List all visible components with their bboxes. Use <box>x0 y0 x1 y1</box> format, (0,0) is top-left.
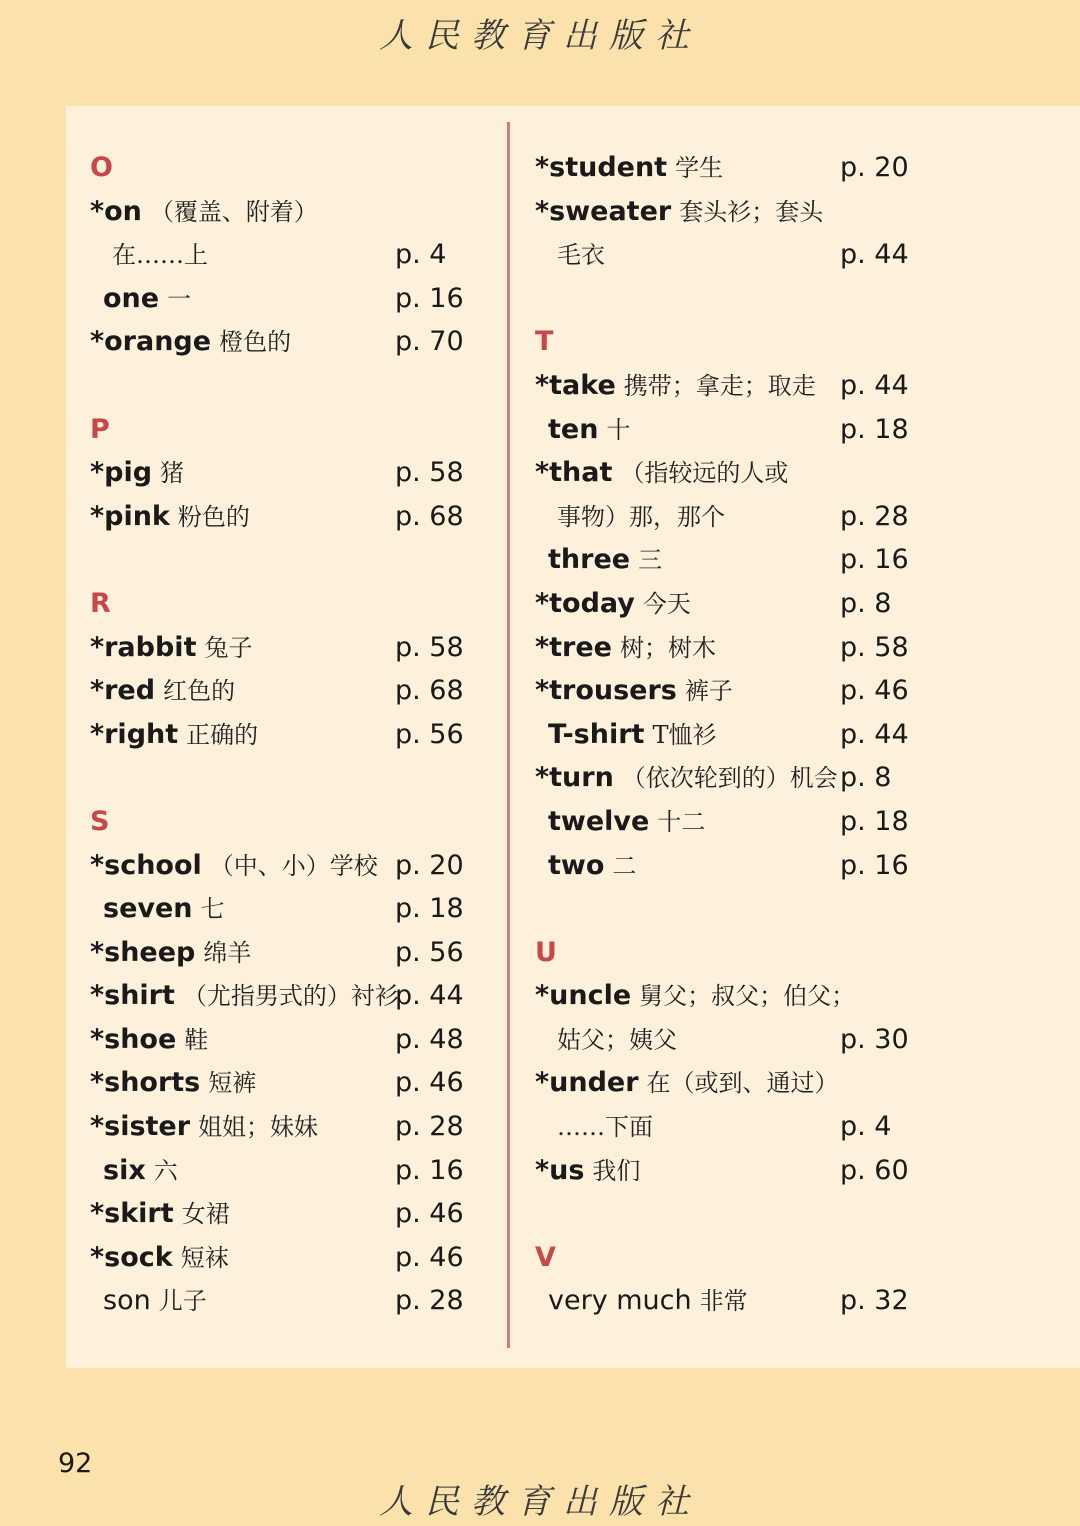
entry-page-ref: p. 60 <box>840 1154 909 1186</box>
entry-meaning: 非常 <box>699 1287 748 1316</box>
entry-page-ref: p. 46 <box>395 1241 464 1273</box>
entry-continuation <box>535 1018 915 1062</box>
entry-word: *on <box>90 195 142 227</box>
entry-word: *school <box>90 849 202 881</box>
entry-word: *shirt <box>90 980 175 1012</box>
entry-word: six <box>103 1154 146 1186</box>
page-number: 92 <box>58 1448 93 1479</box>
entry-meaning: T恤衫 <box>652 720 717 749</box>
entry-page-ref: p. 4 <box>840 1111 892 1143</box>
entry-meaning: 我们 <box>592 1156 641 1185</box>
glossary-entry <box>535 626 915 670</box>
entry-meaning: （依次轮到的）机会 <box>621 764 838 793</box>
glossary-entry <box>90 1018 470 1062</box>
entry-meaning: 粉色的 <box>177 502 250 531</box>
entry-continuation <box>535 1105 915 1149</box>
entry-meaning: （尤指男式的）衬衫 <box>182 982 399 1011</box>
entry-meaning: 七 <box>200 895 225 924</box>
entry-page-ref: p. 16 <box>395 1154 464 1186</box>
entry-page-ref: p. 56 <box>395 936 464 968</box>
entry-page-ref: p. 28 <box>395 1111 464 1143</box>
entry-word: *student <box>535 152 668 183</box>
entry-page-ref: p. 58 <box>395 631 464 663</box>
glossary-entry <box>90 1279 470 1323</box>
entry-word: two <box>548 849 605 881</box>
section-letter: O <box>90 152 113 183</box>
section-gap <box>535 1192 915 1236</box>
entry-word: *right <box>90 718 179 750</box>
entry-meaning: 十二 <box>657 807 706 836</box>
entry-page-ref: p. 68 <box>395 500 464 532</box>
entry-meaning: 舅父；叔父；伯父； <box>639 982 856 1011</box>
entry-word: *skirt <box>90 1198 174 1230</box>
section-gap <box>535 887 915 931</box>
entry-meaning: 在（或到、通过） <box>646 1069 839 1098</box>
entry-page-ref: p. 28 <box>840 500 909 532</box>
entry-word: *sister <box>90 1111 191 1143</box>
entry-word: *rabbit <box>90 631 197 663</box>
entry-meaning-cont: 在……上 <box>112 241 208 270</box>
entry-page-ref: p. 46 <box>840 675 909 707</box>
glossary-entry <box>535 1279 915 1323</box>
entry-page-ref: p. 8 <box>840 587 892 619</box>
entry-word: T-shirt <box>548 718 645 750</box>
publisher-logo-top: 人民教育出版社 <box>379 16 701 56</box>
entry-continuation <box>535 233 915 277</box>
entry-meaning-cont: 毛衣 <box>557 241 605 270</box>
glossary-entry <box>535 146 915 190</box>
entry-page-ref: p. 16 <box>395 282 464 314</box>
entry-word: *turn <box>535 762 614 794</box>
entry-word: *orange <box>90 326 212 358</box>
entry-meaning: 六 <box>153 1156 178 1185</box>
entry-page-ref: p. 46 <box>395 1198 464 1230</box>
entry-page-ref: p. 18 <box>840 413 909 445</box>
entry-word: *sheep <box>90 936 196 968</box>
glossary-entry <box>90 190 470 234</box>
entry-meaning: （指较远的人或 <box>620 459 789 488</box>
glossary-entry <box>535 713 915 757</box>
entry-page-ref: p. 18 <box>395 893 464 925</box>
entry-meaning: 三 <box>638 546 663 575</box>
glossary-entry <box>90 844 470 888</box>
entry-word: *sock <box>90 1241 173 1273</box>
glossary-entry <box>535 844 915 888</box>
entry-word: *take <box>535 369 616 401</box>
section-letter: P <box>90 413 110 445</box>
entry-meaning: 套头衫；套头 <box>679 197 824 226</box>
entry-word: one <box>103 282 160 314</box>
glossary-entry <box>535 538 915 582</box>
entry-meaning: 十 <box>606 415 631 444</box>
entry-page-ref: p. 20 <box>395 849 464 881</box>
entry-meaning: 二 <box>612 851 637 880</box>
glossary-entry <box>90 1061 470 1105</box>
entry-meaning: 今天 <box>642 589 691 618</box>
glossary-entry <box>90 1105 470 1149</box>
glossary-entry <box>535 800 915 844</box>
glossary-entry <box>535 669 915 713</box>
glossary-entry <box>90 495 470 539</box>
entry-meaning-cont: ……下面 <box>557 1113 653 1142</box>
entry-word: twelve <box>548 805 650 837</box>
entry-word: *sweater <box>535 195 672 227</box>
glossary-entry <box>535 1061 915 1105</box>
publisher-logo-bottom: 人民教育出版社 <box>379 1482 701 1522</box>
section-gap <box>90 756 470 800</box>
section-gap <box>90 538 470 582</box>
entry-word: *under <box>535 1067 639 1099</box>
entry-word: *tree <box>535 631 612 663</box>
section-letter: S <box>90 805 110 837</box>
entry-page-ref: p. 48 <box>395 1023 464 1055</box>
entry-meaning: 橙色的 <box>219 328 292 357</box>
entry-word: ten <box>548 413 599 445</box>
glossary-entry <box>90 669 470 713</box>
entry-meaning: 裤子 <box>684 677 733 706</box>
column-divider <box>507 122 510 1348</box>
entry-page-ref: p. 20 <box>840 152 909 183</box>
entry-meaning: 红色的 <box>163 677 236 706</box>
entry-page-ref: p. 16 <box>840 849 909 881</box>
section-gap <box>535 277 915 321</box>
entry-meaning: 鞋 <box>184 1025 209 1054</box>
section-letter: U <box>535 936 557 968</box>
entry-page-ref: p. 58 <box>395 457 464 489</box>
entry-meaning: （覆盖、附着） <box>149 197 318 226</box>
glossary-entry <box>90 277 470 321</box>
entry-page-ref: p. 30 <box>840 1023 909 1055</box>
glossary-entry <box>535 1149 915 1193</box>
entry-word: *that <box>535 457 613 489</box>
section-gap <box>90 364 470 408</box>
glossary-entry <box>535 364 915 408</box>
entry-word: *us <box>535 1154 585 1186</box>
entry-word: *shorts <box>90 1067 201 1099</box>
entry-continuation <box>90 233 470 277</box>
entry-page-ref: p. 56 <box>395 718 464 750</box>
entry-meaning: （中、小）学校 <box>209 851 378 880</box>
glossary-entry <box>535 408 915 452</box>
entry-page-ref: p. 28 <box>395 1285 464 1317</box>
entry-meaning: 短袜 <box>180 1243 229 1272</box>
glossary-entry <box>535 582 915 626</box>
glossary-column-left <box>90 146 470 1323</box>
entry-page-ref: p. 4 <box>395 239 447 271</box>
entry-word: *uncle <box>535 980 632 1012</box>
entry-word: *pink <box>90 500 170 532</box>
glossary-entry <box>535 974 915 1018</box>
entry-page-ref: p. 58 <box>840 631 909 663</box>
glossary-entry <box>535 451 915 495</box>
section-letter: T <box>535 326 554 358</box>
entry-word: *shoe <box>90 1023 177 1055</box>
entry-meaning: 一 <box>167 284 192 313</box>
glossary-entry <box>90 887 470 931</box>
entry-word: very much <box>548 1285 692 1317</box>
entry-meaning: 儿子 <box>158 1287 207 1316</box>
entry-page-ref: p. 46 <box>395 1067 464 1099</box>
entry-page-ref: p. 16 <box>840 544 909 576</box>
entry-meaning: 猪 <box>160 459 185 488</box>
entry-meaning: 学生 <box>675 154 724 182</box>
entry-page-ref: p. 18 <box>840 805 909 837</box>
entry-meaning: 女裙 <box>181 1200 230 1229</box>
entry-meaning: 姐姐；妹妹 <box>198 1113 319 1142</box>
entry-meaning: 绵羊 <box>203 938 252 967</box>
glossary-entry <box>90 320 470 364</box>
entry-meaning-cont: 姑父；姨父 <box>557 1025 677 1054</box>
entry-meaning: 短裤 <box>208 1069 257 1098</box>
entry-page-ref: p. 8 <box>840 762 892 794</box>
entry-page-ref: p. 44 <box>840 369 909 401</box>
entry-word: *trousers <box>535 675 677 707</box>
glossary-entry <box>535 190 915 234</box>
glossary-entry <box>90 713 470 757</box>
entry-word: *pig <box>90 457 153 489</box>
entry-page-ref: p. 44 <box>840 239 909 271</box>
entry-page-ref: p. 68 <box>395 675 464 707</box>
entry-continuation <box>535 495 915 539</box>
glossary-entry <box>535 756 915 800</box>
entry-word: son <box>103 1285 151 1317</box>
entry-page-ref: p. 32 <box>840 1285 909 1317</box>
entry-page-ref: p. 44 <box>395 980 464 1012</box>
entry-meaning: 携带；拿走；取走 <box>623 371 816 400</box>
entry-meaning: 兔子 <box>204 633 253 662</box>
glossary-entry <box>90 1236 470 1280</box>
glossary-column-right <box>535 146 915 1323</box>
glossary-entry <box>90 931 470 975</box>
entry-word: *red <box>90 675 156 707</box>
entry-meaning-cont: 事物）那，那个 <box>557 502 725 531</box>
glossary-entry <box>90 1149 470 1193</box>
entry-meaning: 正确的 <box>186 720 259 749</box>
entry-word: three <box>548 544 631 576</box>
entry-page-ref: p. 44 <box>840 718 909 750</box>
entry-word: seven <box>103 893 193 925</box>
glossary-entry <box>90 451 470 495</box>
section-letter: R <box>90 587 111 619</box>
glossary-entry <box>90 974 470 1018</box>
section-letter: V <box>535 1241 556 1273</box>
entry-word: *today <box>535 587 635 619</box>
entry-meaning: 树；树木 <box>619 633 716 662</box>
glossary-entry <box>90 626 470 670</box>
glossary-entry <box>90 1192 470 1236</box>
entry-page-ref: p. 70 <box>395 326 464 358</box>
